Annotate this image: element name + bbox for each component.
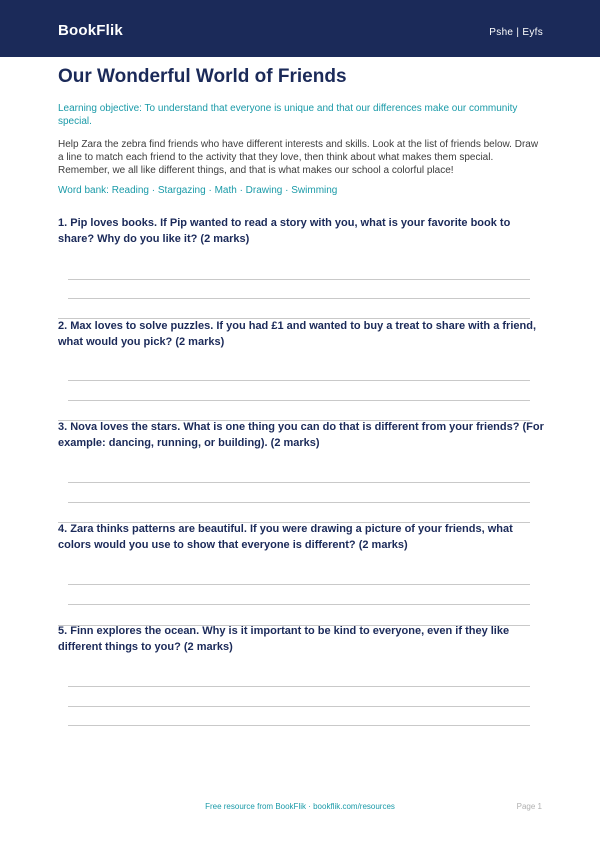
- footer-credit[interactable]: Free resource from BookFlik · bookflik.com/resources: [205, 802, 395, 811]
- page-title: Our Wonderful World of Friends: [58, 66, 347, 87]
- answer-line[interactable]: [68, 725, 530, 726]
- question-text: 1. Pip loves books. If Pip wanted to read a story with you, what is your favorite book to share? Why do you like it? (2 marks): [58, 217, 511, 245]
- brand-logo[interactable]: BookFlik: [58, 22, 123, 39]
- page-number: Page 1: [516, 802, 542, 811]
- question-2: [58, 319, 544, 350]
- question-3: [58, 420, 544, 451]
- worksheet-intro: [58, 57, 544, 197]
- answer-line[interactable]: [68, 584, 530, 585]
- answer-line[interactable]: [68, 298, 530, 299]
- answer-line[interactable]: [68, 279, 530, 280]
- answer-line[interactable]: [68, 400, 530, 401]
- answer-line[interactable]: [68, 706, 530, 707]
- question-5: [58, 624, 544, 655]
- instructions-text: Help Zara the zebra find friends who have different interests and skills. Look at the list of friends below. Draw a line to match each friend to the activity that they love, then think about what makes them special. Remember, we all like different things, and that is what makes our school a colorful place!: [58, 139, 539, 176]
- question-4: [58, 522, 544, 553]
- answer-line[interactable]: [68, 380, 530, 381]
- page-footer: [0, 802, 600, 816]
- question-text: 4. Zara thinks patterns are beautiful. If you were drawing a picture of your friends, what colors would you use to show that everyone is different? (2 marks): [58, 523, 513, 551]
- word-bank: Word bank: Reading · Stargazing · Math · Drawing · Swimming: [58, 185, 338, 196]
- answer-line[interactable]: [68, 482, 530, 483]
- question-text: 5. Finn explores the ocean. Why is it important to be kind to everyone, even if they like different things to you? (2 marks): [58, 625, 510, 653]
- page-header: [0, 0, 600, 57]
- question-1: [58, 216, 544, 247]
- question-text: 3. Nova loves the stars. What is one thing you can do that is different from your friends? (For example: dancing, running, or building). (2 marks): [58, 421, 544, 449]
- answer-line[interactable]: [68, 604, 530, 605]
- subject-tag: Pshe | Eyfs: [489, 27, 543, 38]
- learning-objective: Learning objective: To understand that everyone is unique and that our differences make our community special.: [58, 103, 518, 127]
- answer-line[interactable]: [68, 686, 530, 687]
- question-text: 2. Max loves to solve puzzles. If you had £1 and wanted to buy a treat to share with a friend, what would you pick? (2 marks): [58, 320, 536, 348]
- answer-line[interactable]: [68, 502, 530, 503]
